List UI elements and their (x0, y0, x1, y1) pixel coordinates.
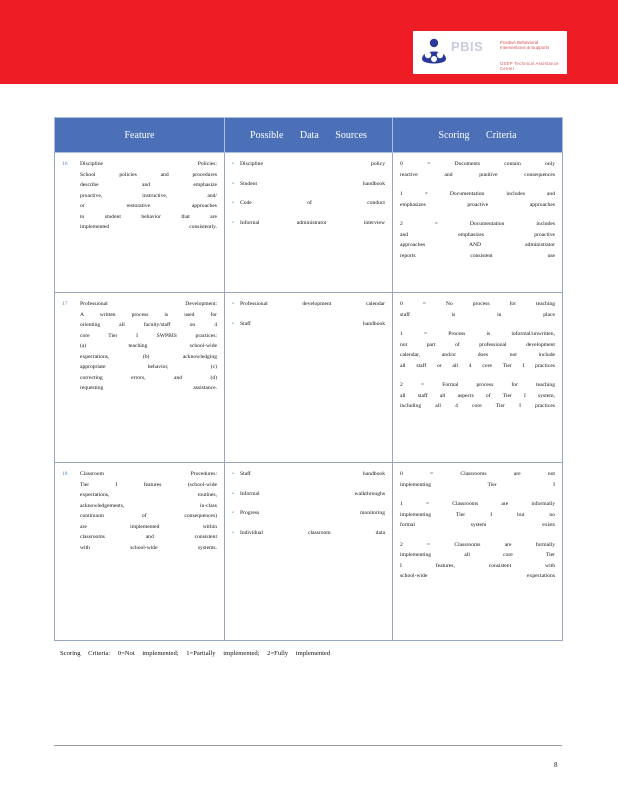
item-number: 16 (62, 161, 68, 167)
score-line: staff is in place (400, 311, 555, 318)
bullet-icon: • (232, 490, 234, 497)
pbis-logo (413, 31, 567, 74)
feature-title-text: Professional Development: (80, 301, 217, 307)
source-item (232, 159, 385, 170)
source-text: Informal walkthroughs (239, 490, 385, 497)
bullet-icon: • (232, 219, 234, 226)
feature-line: core Tier I SWPBIS practices: (80, 332, 217, 339)
feature-title (62, 469, 217, 480)
score-line: calendar, and/or does not include (400, 352, 555, 358)
score-line: and emphasizes proactive (400, 231, 555, 238)
feature-title-text: Discipline Policies: (80, 161, 217, 167)
feature-cell (55, 153, 225, 293)
feature-title (62, 159, 217, 170)
score-level (400, 219, 555, 261)
bullet-icon: • (232, 320, 234, 327)
table-row (55, 153, 563, 293)
source-item (232, 469, 385, 480)
score-level (400, 540, 555, 582)
feature-line: acknowledgements, in-class (80, 502, 217, 509)
source-item (232, 489, 385, 500)
logo-word: PBIS (451, 39, 484, 54)
feature-line: correcting errors, and (d) (80, 374, 217, 381)
logo-url: OSEP Technical Assistance Center (500, 61, 559, 71)
score-line: I features, consistent with (400, 562, 555, 569)
feature-line: to student behavior that are (80, 213, 217, 220)
source-item (232, 299, 385, 310)
score-line: school-wide expectations (400, 573, 555, 579)
bullet-icon: • (232, 200, 234, 206)
source-text: Discipline policy (239, 161, 385, 167)
source-item (232, 319, 385, 330)
feature-line: describe and emphasize (80, 182, 217, 188)
item-number: 17 (62, 301, 68, 307)
score-line: 2 = Formal process for teaching (400, 382, 555, 388)
feature-title (62, 299, 217, 310)
score-line: 2 = Documentation includes (400, 221, 555, 227)
score-line: 0 = Classrooms are not (400, 471, 555, 477)
feature-line: requesting assistance. (80, 385, 217, 391)
table-header-row (55, 118, 563, 153)
feature-line: classrooms and consistent (80, 534, 217, 540)
score-level (400, 499, 555, 531)
feature-line: orienting all faculty/staff on 4 (80, 322, 217, 328)
feature-line: proactive, instructive, and/ (80, 192, 217, 199)
logo-tagline: Positive Behavioral Interventions & Supports (500, 40, 550, 51)
bullet-icon: • (232, 471, 234, 477)
source-text: Code of conduct (239, 200, 385, 206)
feature-cell (55, 293, 225, 463)
score-line: implementing Tier I (400, 481, 555, 488)
feature-line: Tier I features (school-wide (80, 481, 217, 488)
feature-line: School policies and procedures (80, 171, 217, 178)
feature-line: expectations, routines, (80, 492, 217, 498)
score-line: all staff or all 4 core Tier I practices (400, 362, 555, 369)
source-item (232, 218, 385, 229)
item-number: 18 (62, 471, 68, 477)
score-line: 0 = No process for teaching (400, 301, 555, 307)
source-text: Professional development calendar (239, 301, 385, 307)
feature-cell (55, 463, 225, 641)
header-data-sources: Possible Data Sources (225, 118, 393, 153)
feature-title-text: Classroom Procedures: (80, 471, 217, 477)
score-line: all staff all aspects of Tier I system, (400, 392, 555, 399)
header-banner (0, 0, 618, 84)
score-line: 1 = Classrooms are informally (400, 501, 555, 507)
score-level (400, 469, 555, 490)
bullet-icon: • (232, 161, 234, 167)
score-line: 1 = Documentation includes and (400, 191, 555, 197)
feature-line: implemented consistently. (80, 224, 217, 230)
score-line: 2 = Classrooms are formally (400, 541, 555, 548)
score-level (400, 189, 555, 210)
score-line: including all 4 core Tier I practices (400, 403, 555, 409)
score-line: not part of professional development (400, 341, 555, 348)
scoring-cell (393, 463, 563, 641)
feature-line: expectations, (b) acknowledging (80, 353, 217, 360)
feature-line: continuum of consequences) (80, 513, 217, 519)
feature-line: with school-wide systems. (80, 544, 217, 551)
bullet-icon: • (232, 510, 234, 516)
source-text: Student handbook (239, 180, 385, 187)
score-level (400, 329, 555, 371)
score-line: 0 = Documents contain only (400, 161, 555, 167)
bullet-icon: • (232, 180, 234, 187)
bullet-icon: • (232, 301, 234, 307)
header-feature: Feature (55, 118, 225, 153)
source-item (232, 179, 385, 190)
feature-line: appropriate behavior, (c) (80, 364, 217, 370)
source-item (232, 508, 385, 519)
score-line: implementing Tier I but no (400, 511, 555, 518)
score-line: emphasizes proactive approaches (400, 201, 555, 208)
scoring-footnote: Scoring Criteria: 0=Not implemented; 1=Partially implemented; 2=Fully implemented (60, 650, 331, 657)
score-level (400, 380, 555, 412)
scoring-cell (393, 153, 563, 293)
feature-line: (a) teaching school-wide (80, 343, 217, 349)
score-line: 1 = Process is informal/unwritten, (400, 331, 555, 337)
sources-cell (225, 153, 393, 293)
score-line: formal system exists (400, 522, 555, 528)
footer-divider (54, 745, 562, 746)
feature-line: A written process is used for (80, 311, 217, 318)
source-text: Progress monitoring (239, 510, 385, 516)
source-item (232, 528, 385, 539)
score-line: implementing all core Tier (400, 552, 555, 558)
score-line: reports consistent use (400, 252, 555, 259)
feature-line: or restorative approaches (80, 203, 217, 209)
page-number: 8 (554, 761, 558, 769)
table-row (55, 463, 563, 641)
source-text: Staff handbook (239, 320, 385, 327)
score-line: approaches AND administrator (400, 242, 555, 248)
bullet-icon: • (232, 529, 234, 536)
source-text: Staff handbook (239, 471, 385, 477)
source-text: Informal administrator interview (239, 219, 385, 226)
score-level (400, 299, 555, 320)
scoring-cell (393, 293, 563, 463)
table-row (55, 293, 563, 463)
feature-line: are implemented within (80, 523, 217, 530)
sources-cell (225, 293, 393, 463)
header-scoring-criteria: Scoring Criteria (393, 118, 563, 153)
source-text: Individual classroom data (239, 529, 385, 536)
score-line: reactive and punitive consequences (400, 171, 555, 178)
sources-cell (225, 463, 393, 641)
pbis-figures-icon (419, 37, 449, 67)
source-item (232, 198, 385, 209)
rubric-table (54, 117, 563, 641)
score-level (400, 159, 555, 180)
